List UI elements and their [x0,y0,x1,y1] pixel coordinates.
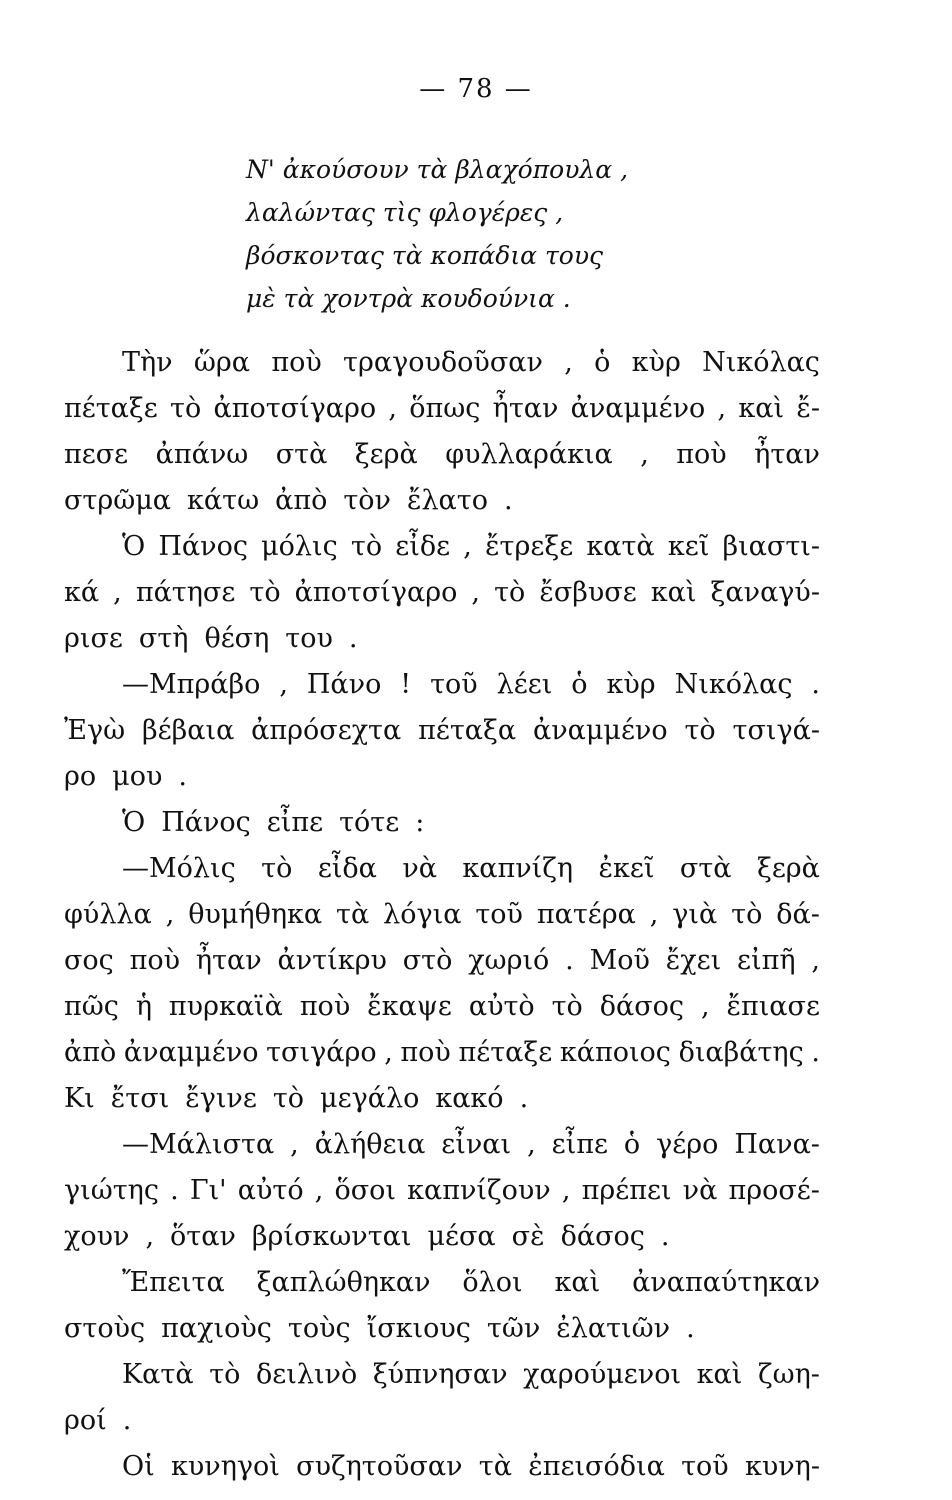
word: στὰ [679,853,732,884]
word: , [561,1175,571,1206]
word: ὅσοι [334,1175,396,1206]
word: ἀποτσίγαρο [294,577,458,608]
word: , [471,577,481,608]
text-line [64,984,820,1030]
word: λέει [496,669,553,700]
word: τοῦ [430,669,478,700]
word: καὶ [738,393,785,424]
word: μέσα [427,1221,496,1252]
word: νὰ [682,1175,718,1206]
word: καπνίζη [462,853,574,884]
text-line [64,846,820,892]
word: Μοῦ [589,945,650,976]
word: ἀναμμένο [532,715,668,746]
word: κεῖ [667,531,710,562]
word: ἐκεῖ [598,853,655,884]
word: , [717,393,727,424]
word: Ὁ [122,531,146,562]
word: καὶ [650,577,697,608]
word: ποὺ [400,1037,451,1068]
word: σὲ [511,1221,545,1252]
word: λόγια [383,899,462,930]
word: πέταξε [64,393,158,424]
word: . [178,761,187,792]
word: εἶδα [317,853,377,884]
word: παχιοὺς [161,1313,272,1344]
word: ἔπιασε [726,991,820,1022]
word: τσιγάρο [266,1037,377,1068]
word: διαβάτης [678,1037,804,1068]
word: τὸ [684,715,716,746]
word: Κατὰ [122,1359,194,1390]
text-line [64,1214,820,1260]
text-line [64,1168,820,1214]
word: τὸ [261,853,293,884]
word: προσέ- [728,1175,820,1206]
word: πεσε [64,439,129,470]
word: τὸν [343,485,391,516]
word: ἀναπαύτηκαν [632,1267,820,1298]
word: κά [64,577,100,608]
text-line [64,1076,820,1122]
word: ὁ [623,1129,641,1160]
page-number: — 78 — [419,74,533,104]
text-line [64,478,820,524]
word: κυνηγοὶ [171,1451,280,1482]
word: Ὁ [122,807,146,838]
word: Τὴν [122,347,173,378]
word: στρῶμα [64,485,172,516]
word: τοὺς [287,1313,351,1344]
word: Πάνος [158,531,248,562]
text-line [64,616,820,662]
word: ὅλοι [462,1267,523,1298]
text-line [64,570,820,616]
word: τὸ [272,1083,305,1114]
word: . [686,1313,695,1344]
word: βιαστι- [722,531,820,562]
word: , [649,899,659,930]
word: Πανα- [734,1129,820,1160]
word: τότε [339,807,400,838]
text-line [64,1352,820,1398]
word: εἶπε [266,807,324,838]
word: ἀποτσίγαρο [213,393,377,424]
word: , [113,577,122,608]
word: ξύπνησαν [372,1359,508,1390]
word: ζωη- [757,1359,820,1390]
word: ξαναγύ- [710,577,820,608]
word: βέβαια [142,715,235,746]
word: κάποιος [559,1037,671,1068]
word: κάτω [187,485,260,516]
word: στὰ [275,439,328,470]
text-line [64,662,820,708]
word: , [640,439,649,470]
word: ξερὰ [354,439,418,470]
word: , [165,899,175,930]
word: Γι' [189,1175,227,1206]
word: θυμήθηκα [188,899,323,930]
word: . [565,945,574,976]
word: στὸ [402,945,453,976]
word: κὺρ [631,347,681,378]
word: κυνη- [744,1451,820,1482]
text-line [64,1306,820,1352]
word: τὸ [494,577,526,608]
body-text [64,340,820,1490]
word: τοῦ [475,899,523,930]
word: ἐπεισόδια [528,1451,665,1482]
word: συζητοῦσαν [296,1451,463,1482]
text-line [64,432,820,478]
text-line [64,754,820,800]
word: ὅπως [409,393,481,424]
word: Οἱ [122,1451,155,1482]
word: Πάνο [306,669,382,700]
word: πέταξα [418,715,517,746]
word: , [811,945,820,976]
word: κατὰ [586,531,655,562]
word: γιὰ [672,899,718,930]
text-line [64,1398,820,1444]
word: Ἔπειτα [122,1267,225,1298]
word: χωριό [468,945,550,976]
word: ὁ [571,669,588,700]
word: . [811,669,820,700]
word: νὰ [402,853,437,884]
poem-line: λαλώντας τὶς φλογέρες , [246,198,564,227]
word: πῶς [64,991,119,1022]
word: ὁ [594,347,611,378]
word: τὰ [336,899,370,930]
text-line [64,1260,820,1306]
word: . [122,1405,132,1436]
poem-line: Ν' ἀκούσουν τὰ βλαχόπουλα , [246,155,629,184]
word: βρίσκωνται [251,1221,412,1252]
word: εἶναι [441,1129,512,1160]
word: πέταξε [458,1037,553,1068]
word: Νικόλας [702,347,820,378]
word: . [503,485,513,516]
word: χουν [64,1221,130,1252]
word: ἀναμμένο [123,1037,259,1068]
word: , [564,347,573,378]
word: ἀναμμένο [570,393,706,424]
word: . [170,1175,179,1206]
word: πρέπει [581,1175,672,1206]
word: ροί [64,1405,107,1436]
word: μόλις [261,531,338,562]
poem-stanza [246,148,686,320]
word: χαρούμενοι [523,1359,682,1390]
word: του [285,623,333,654]
word: ὅταν [170,1221,236,1252]
word: τὸ [350,531,383,562]
word: Ἐγὼ [64,715,126,746]
word: ρο [64,761,97,792]
text-line [64,1122,820,1168]
word: αὐτό [237,1175,304,1206]
word: τὸ [731,899,763,930]
word: κὺρ [606,669,656,700]
word: αὐτὸ [468,991,535,1022]
word: εἶπε [551,1129,608,1160]
word: ὥρα [193,347,251,378]
word: πυρκαϊὰ [168,991,283,1022]
word: ἀπάνω [155,439,249,470]
word: καπνίζουν [407,1175,551,1206]
word: ποὺ [299,991,351,1022]
word: ἡ [135,991,152,1022]
text-line [64,1444,820,1490]
word: ξερὰ [756,853,820,884]
word: . [811,1037,820,1068]
word: ἀπὸ [275,485,328,516]
word: ξαπλώθηκαν [256,1267,431,1298]
poem-line: βόσκοντας τὰ κοπάδια τους [246,241,604,270]
word: , [145,1221,155,1252]
word: τὸ [551,991,583,1022]
word: . [348,623,358,654]
word: τσιγά- [732,715,820,746]
word: Πάνος [161,807,251,838]
word: ποὺ [676,439,727,470]
word: μεγάλο [320,1083,420,1114]
word: ποὺ [129,945,181,976]
word: : [415,807,425,838]
word: τὸ [170,393,202,424]
word: ἔ- [796,393,820,424]
text-line [64,800,820,846]
word: εἰπῆ [737,945,796,976]
poem-line: μὲ τὰ χοντρὰ κουδούνια . [246,284,571,313]
word: ἀλήθεια [314,1129,426,1160]
word: καὶ [696,1359,743,1390]
word: ἀπὸ [64,1037,117,1068]
word: . [519,1083,529,1114]
text-line [64,1030,820,1076]
text-line [64,938,820,984]
word: , [388,393,397,424]
word: δειλινὸ [256,1359,358,1390]
word: ἴσκιους [366,1313,471,1344]
word: γιώτης [64,1175,159,1206]
word: , [384,1037,393,1068]
word: ἔκαψε [367,991,452,1022]
text-line [64,524,820,570]
word: τραγουδοῦσαν [343,347,543,378]
word: ἔλατο [406,485,488,516]
word: ἔτρεξε [485,531,574,562]
word: κακό [435,1083,504,1114]
word: ἔχει [665,945,722,976]
word: στοὺς [64,1313,146,1344]
word: δάσος [599,991,685,1022]
word: μου [112,761,163,792]
word: ἀντίκρυ [277,945,387,976]
word: ἔσβυσε [539,577,637,608]
text-line [64,340,820,386]
text-line [64,708,820,754]
word: δάσος [560,1221,645,1252]
word: σος [64,945,114,976]
word: ἔτσι [110,1083,170,1114]
word: —Μπράβο [122,669,261,700]
word: ἐλατιῶν [556,1313,671,1344]
word: , [700,991,710,1022]
word: θέση [204,623,270,654]
text-line [64,892,820,938]
word: , [290,1129,299,1160]
word: πατέρα [536,899,636,930]
word: , [314,1175,324,1206]
word: ἦταν [492,393,559,424]
word: , [463,531,472,562]
word: τὸ [209,1359,241,1390]
word: , [527,1129,536,1160]
word: ! [400,669,412,700]
word: στὴ [138,623,189,654]
word: ἦταν [195,945,262,976]
word: τῶν [486,1313,541,1344]
word: ἔγινε [185,1083,257,1114]
text-line [64,386,820,432]
word: καὶ [554,1267,601,1298]
word: —Μάλιστα [122,1129,275,1160]
word: εἶδε [395,531,451,562]
word: δά- [776,899,820,930]
word: . [660,1221,670,1252]
word: Κι [64,1083,95,1114]
word: ἦταν [754,439,820,470]
word: φύλλα [64,899,152,930]
word: πάτησε [135,577,236,608]
word: τοῦ [681,1451,729,1482]
word: , [279,669,288,700]
word: γέρο [656,1129,719,1160]
word: τὸ [249,577,281,608]
word: ἀπρόσεχτα [251,715,402,746]
word: ρισε [64,623,123,654]
word: φυλλαράκια [445,439,613,470]
word: ποὺ [271,347,322,378]
word: Νικόλας [674,669,793,700]
word: τὰ [478,1451,512,1482]
word: —Μόλις [122,853,236,884]
